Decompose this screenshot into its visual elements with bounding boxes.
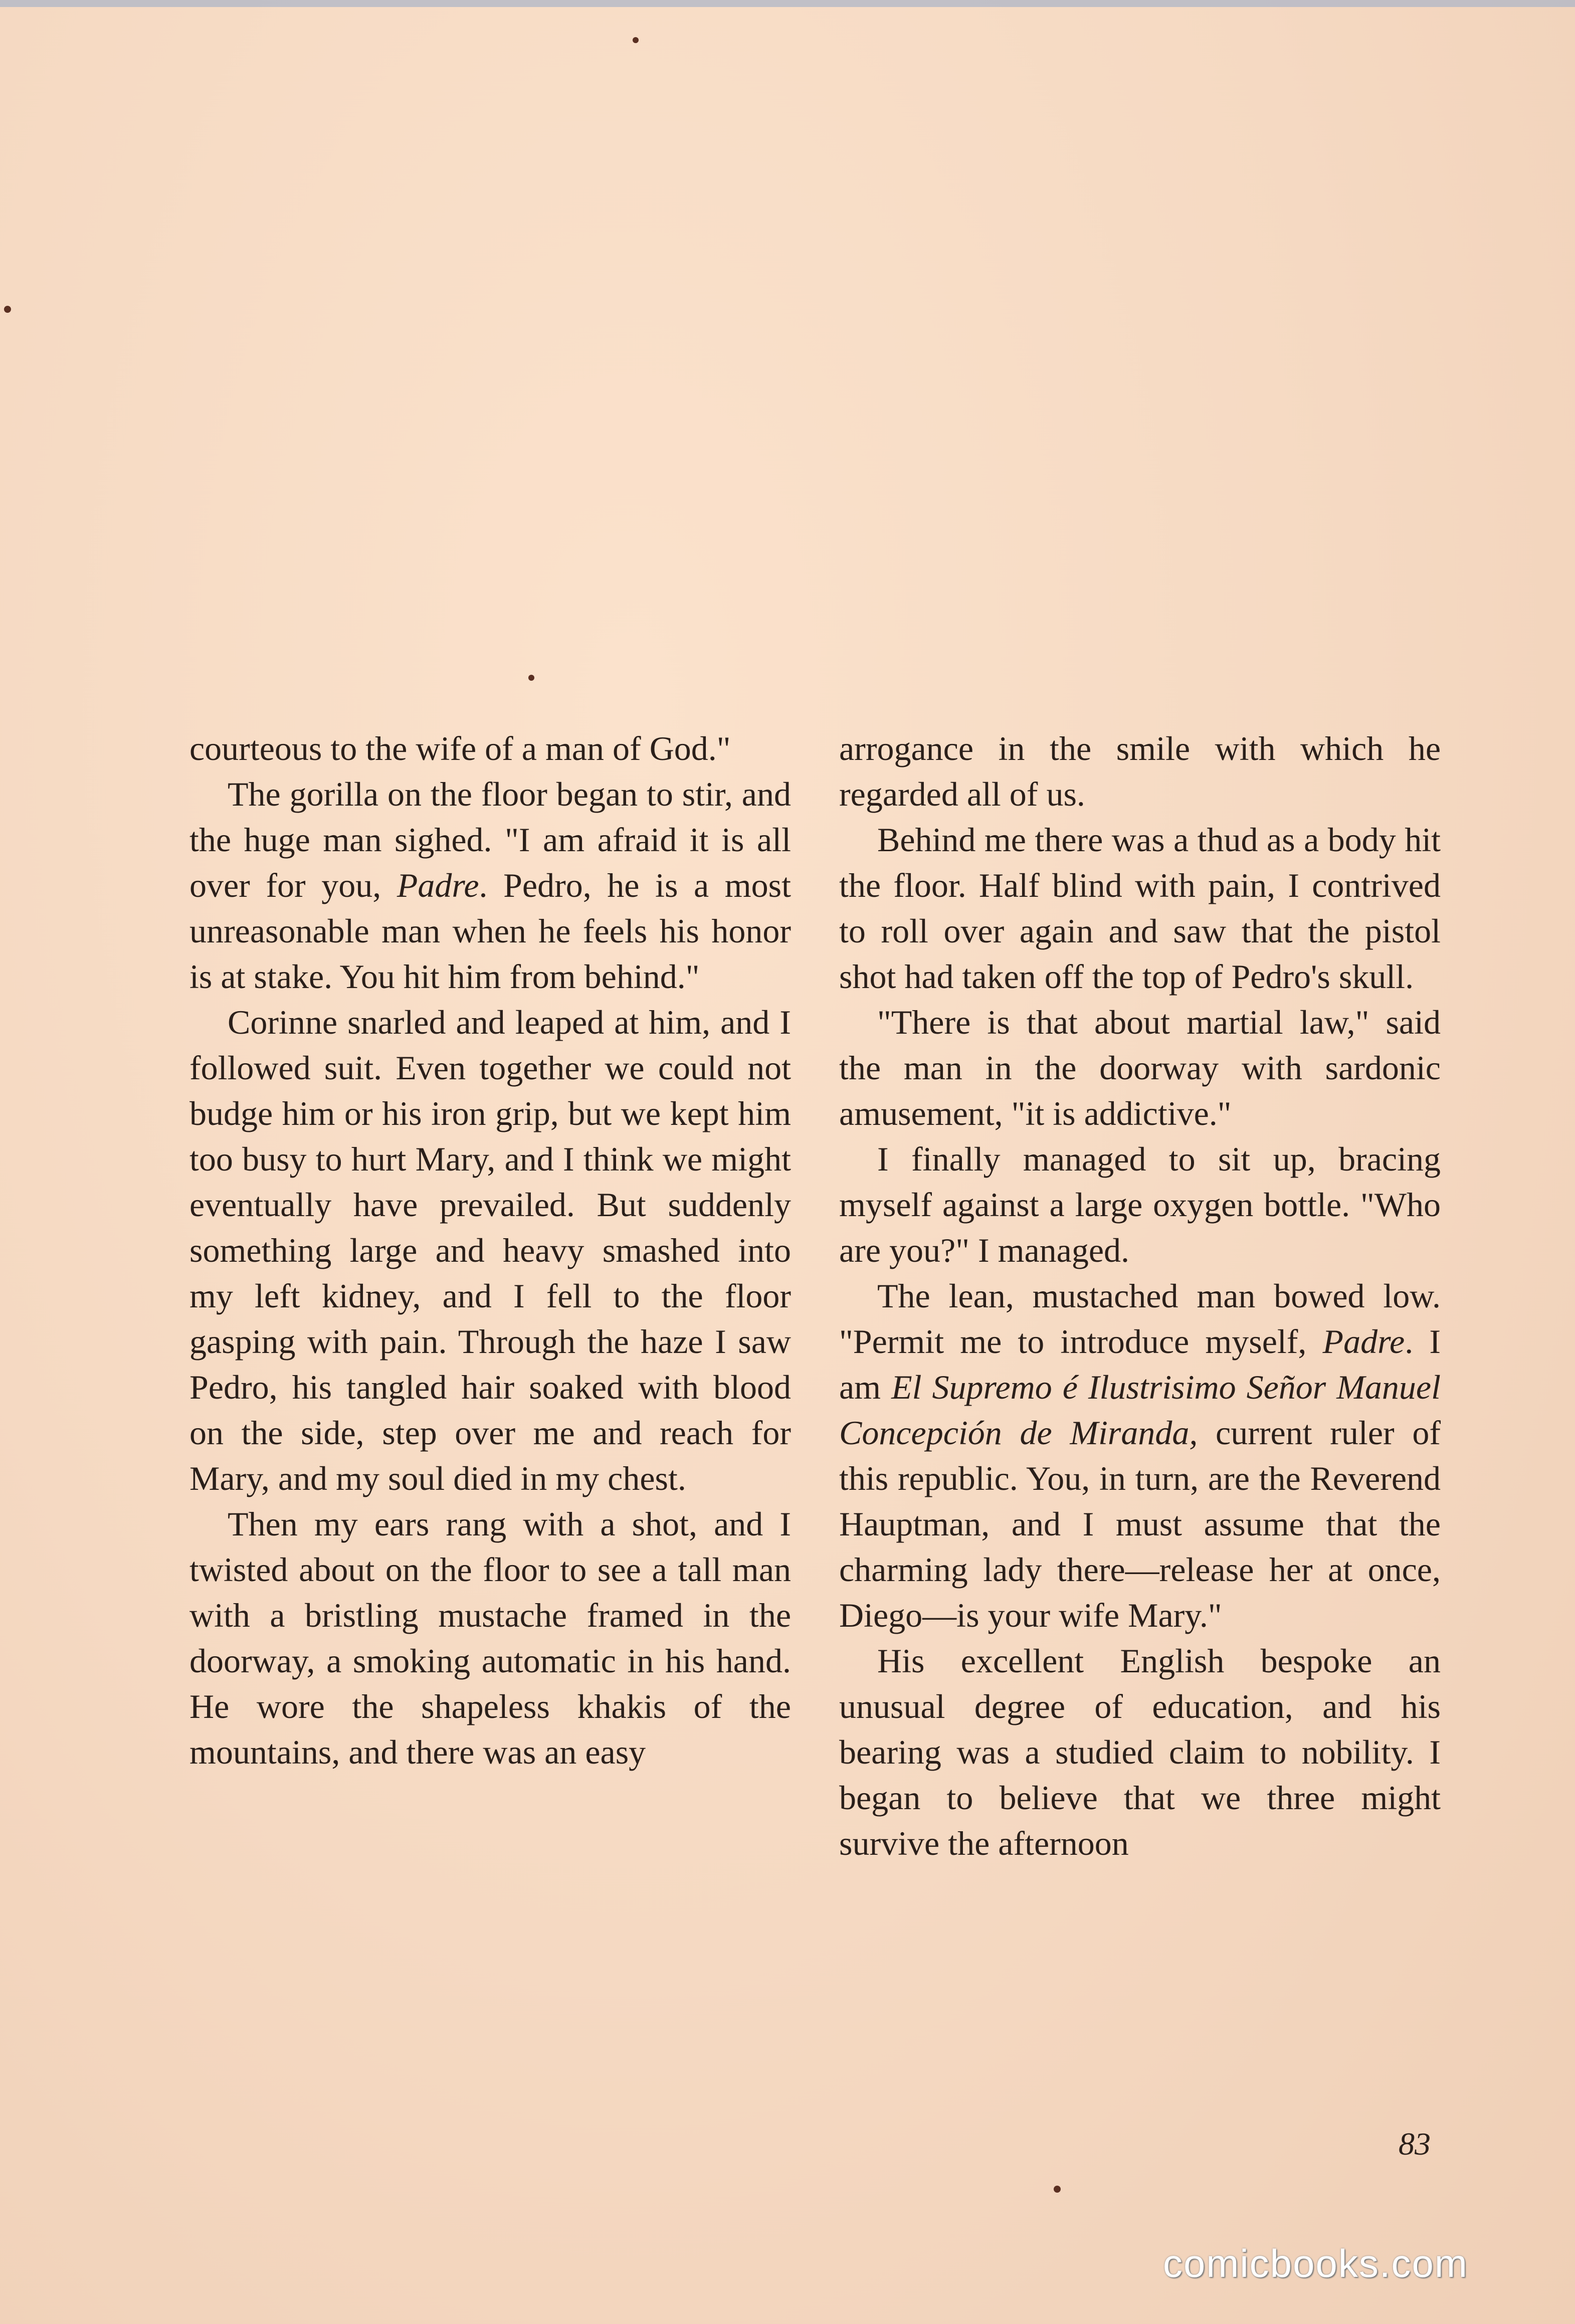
watermark-logo: comicbooks.com	[1163, 2241, 1468, 2285]
paper-speck	[4, 306, 11, 313]
paragraph: Corinne snarled and leaped at him, and I followed suit. Even together we could not budge him or his iron grip, but we kept him too busy to hurt Mary, and I think we might eventually have prevailed. But suddenly something large and heavy smashed into my left kidney, and I fell to the floor gasping with pain. Through the haze I saw Pedro, his tangled hair soaked with blood on the side, step over me and reach for Mary, and my soul died in my chest.	[189, 1003, 791, 1497]
right-text-column	[839, 726, 1441, 1866]
paragraph: Then my ears rang with a shot, and I twisted about on the floor to see a tall man with a bristling mustache framed in the doorway, a smoking automatic in his hand. He wore the shapeless khakis of the mountains, and there was an easy	[189, 1505, 791, 1771]
paragraph: His excellent English bespoke an unusual degree of education, and his bearing was a studied claim to nobility. I began to believe that we three might survive the afternoon	[839, 1642, 1441, 1862]
left-text-column	[189, 726, 791, 1775]
page-top-edge	[0, 0, 1575, 7]
paragraph: I finally managed to sit up, bracing myself against a large oxygen bottle. "Who are you?" I managed.	[839, 1140, 1441, 1269]
paper-speck	[1054, 2186, 1061, 2193]
paper-speck	[528, 675, 534, 681]
paragraph: arrogance in the smile with which he regarded all of us.	[839, 729, 1441, 813]
page-number: 83	[1399, 2126, 1431, 2162]
paragraph: courteous to the wife of a man of God."	[189, 729, 731, 767]
paragraph: Behind me there was a thud as a body hit the floor. Half blind with pain, I contrived to roll over again and saw that the pistol shot had taken off the top of Pedro's skull.	[839, 821, 1441, 996]
paper-speck	[633, 37, 639, 43]
paragraph: The lean, mustached man bowed low. "Permit me to introduce myself, Padre. I am El Supremo é Ilustrisimo Señor Manuel Concepción de Miranda, current ruler of this republic. You, in turn, are the Reverend Hauptman, and I must assume that the charming lady there—release her at once, Diego—is your wife Mary."	[839, 1277, 1441, 1634]
paragraph: The gorilla on the floor began to stir, and the huge man sighed. "I am afraid it is all over for you, Padre. Pedro, he is a most unreasonable man when he feels his honor is at stake. You hit him from behind."	[189, 775, 791, 996]
paragraph: "There is that about martial law," said the man in the doorway with sardonic amusement, "it is addictive."	[839, 1003, 1441, 1132]
